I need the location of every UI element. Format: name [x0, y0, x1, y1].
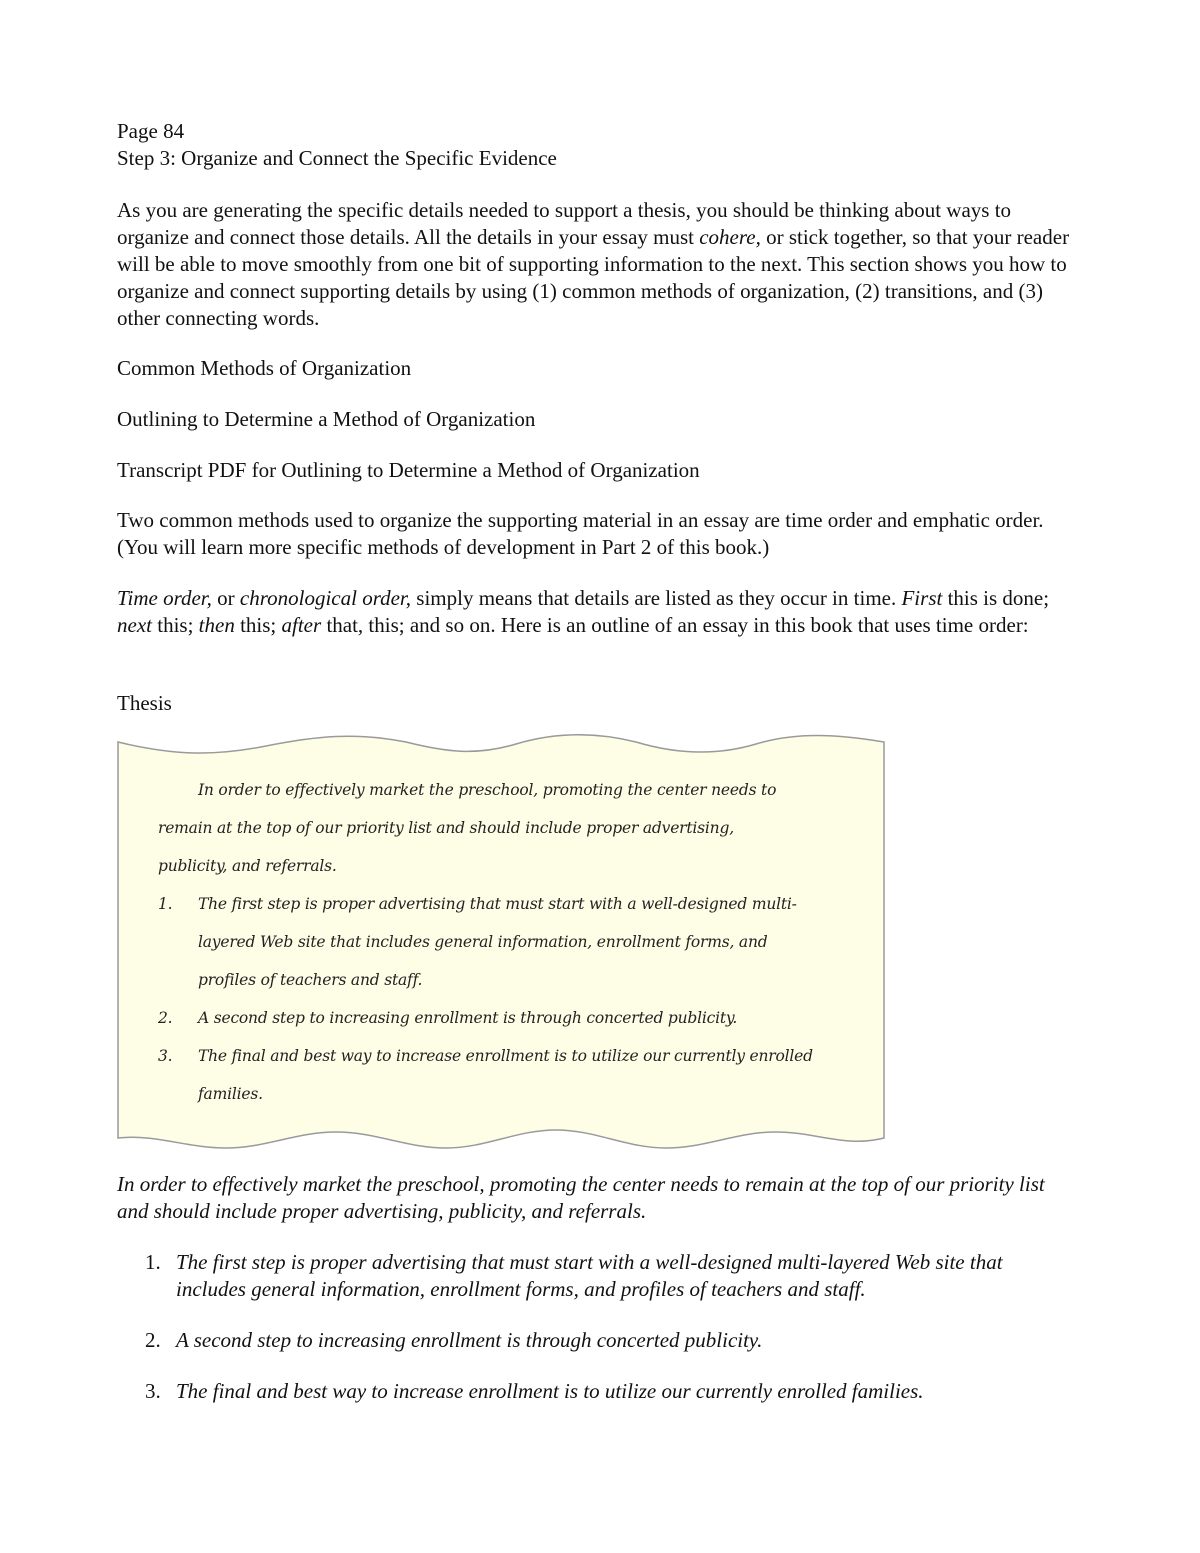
time-order-text-1: or [211, 586, 240, 610]
time-order-term: Time order, [117, 586, 212, 610]
list-item-number: 1. [145, 1250, 161, 1274]
list-item-text: The first step is proper advertising that must start with a well-designed multi-layered Web site that includes general information, enrollment forms, and profiles of teachers and staff. [176, 1250, 1003, 1301]
heading-outlining: Outlining to Determine a Method of Organization [117, 407, 536, 431]
then-term: then [198, 613, 235, 637]
step-title: Step 3: Organize and Connect the Specific Evidence [117, 146, 557, 170]
intro-text-before: As you are generating the specific details needed to support a thesis, you should be thinking about ways to organize and connect those details. All the details in your essay must [117, 198, 1012, 249]
scroll-item-1-line-2: layered Web site that includes general information, enrollment forms, and [198, 933, 768, 951]
time-order-text-6: that, this; and so on. Here is an outline of an essay in this book that uses time order: [321, 613, 1029, 637]
list-item-text: A second step to increasing enrollment is through concerted publicity. [176, 1328, 763, 1352]
scroll-line-2: remain at the top of our priority list and should include proper advertising, [158, 819, 734, 837]
list-item-text: The final and best way to increase enrollment is to utilize our currently enrolled families. [176, 1379, 924, 1403]
page-number: Page 84 [117, 119, 185, 143]
list-item-number: 2. [145, 1328, 161, 1352]
thesis-text: In order to effectively market the preschool, promoting the center needs to remain at the top of our priority list and should include proper advertising, publicity, and referrals. [117, 1172, 1045, 1223]
scroll-item-1-num: 1. [158, 895, 173, 913]
time-order-text-3: this is done; [942, 586, 1050, 610]
scroll-item-3-num: 3. [158, 1047, 173, 1065]
intro-paragraph [117, 197, 1077, 332]
time-order-text-2: simply means that details are listed as they occur in time. [411, 586, 902, 610]
time-order-paragraph [117, 585, 1077, 639]
list-item-number: 3. [145, 1379, 161, 1403]
time-order-text-4: this; [151, 613, 199, 637]
chronological-order-term: chronological order, [239, 586, 412, 610]
intro-italic-word: cohere, [699, 225, 761, 249]
heading-transcript: Transcript PDF for Outlining to Determine a Method of Organization [117, 458, 700, 482]
scroll-item-1-line-1: The first step is proper advertising that must start with a well-designed multi- [198, 895, 797, 913]
scroll-line-3: publicity, and referrals. [158, 857, 337, 875]
next-term: next [117, 613, 152, 637]
page-header [117, 118, 1077, 172]
scroll-item-2-line-1: A second step to increasing enrollment is through concerted publicity. [198, 1009, 738, 1027]
after-term: after [281, 613, 322, 637]
scroll-item-2-num: 2. [158, 1009, 173, 1027]
scroll-item-3-line-1: The final and best way to increase enrollment is to utilize our currently enrolled [198, 1047, 813, 1065]
time-order-text-5: this; [234, 613, 282, 637]
two-methods-paragraph: Two common methods used to organize the supporting material in an essay are time order and emphatic order. (You will learn more specific methods of development in Part 2 of this book.) [117, 508, 1044, 559]
scroll-line-1: In order to effectively market the preschool, promoting the center needs to [198, 781, 777, 799]
intro-text-after: or stick together, so that your reader will be able to move smoothly from one bit of supporting information to the next. This section shows you how to organize and connect supporting details by using (1) common methods of organization, (2) transitions, and (3) other connecting words. [117, 225, 1070, 330]
first-term: First [901, 586, 943, 610]
scroll-item-1-line-3: profiles of teachers and staff. [198, 971, 423, 989]
thesis-scroll-image [116, 734, 888, 1150]
thesis-label: Thesis [117, 691, 172, 715]
heading-common-methods: Common Methods of Organization [117, 356, 412, 380]
scroll-item-3-line-2: families. [198, 1085, 263, 1103]
